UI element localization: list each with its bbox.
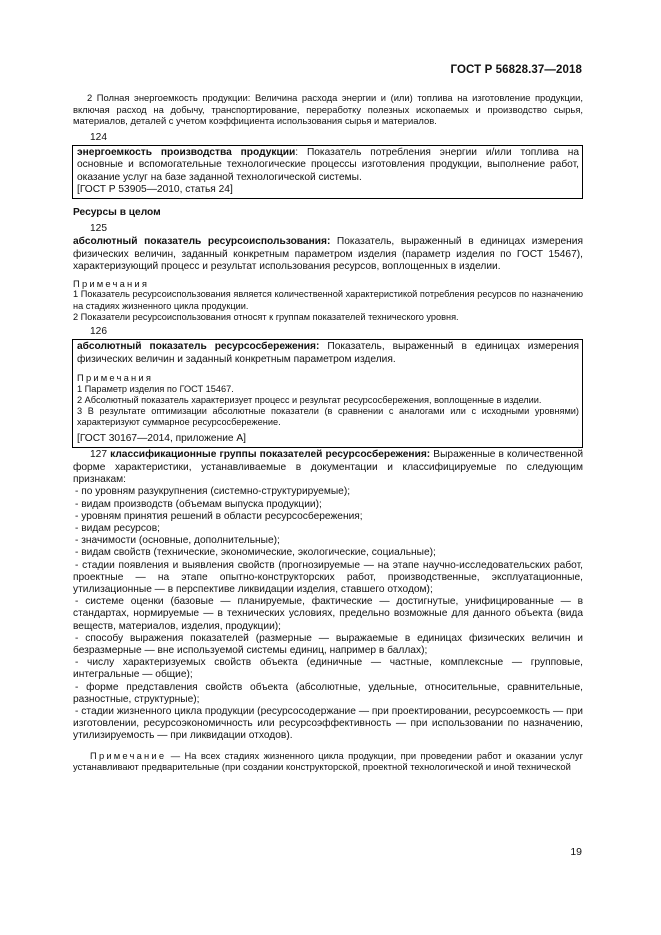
note-2-paragraph: 2 Полная энергоемкость продукции: Величина расхода энергии и (или) топлива на изготовление продукции, включая расход на добычу, транспортирование, переработку полезных ископаемых и производство сырья, материалов, деталей с учетом коэффициента использования сырья и материалов. (73, 92, 583, 127)
list-item: - стадии жизненного цикла продукции (ресурсосодержание — при проектировании, ресурсоемкость — при изготовлении, ресурсоэкономичность или ресурсоэффективность — при использовании по назначению, утилизируемость — при ликвидации отходов). (73, 705, 583, 742)
term-126-notes-title: Примечания (77, 371, 154, 383)
term-126-note-1: 1 Параметр изделия по ГОСТ 15467. (77, 383, 234, 394)
term-125-note-1: 1 Показатель ресурсоиспользования является количественной характеристикой потребления ресурсов по назначению на стадиях жизненного цикла продукции. (73, 289, 583, 311)
term-124-definition: : Показатель потребления энергии и/или топлива на основные и вспомогательные технологические процессы изготовления продукции, выполнение работ, оказание услуг на базе заданной технологической системы. (77, 146, 579, 183)
list-item: - способу выражения показателей (размерные — выражаемые в единицах физических величин и безразмерные — вне используемой системы единиц, например в баллах); (73, 632, 583, 656)
term-126-note-2: 2 Абсолютный показатель характеризует процесс и результат ресурсосбережения, воплощенные в изделии. (77, 394, 542, 405)
list-item: - значимости (основные, дополнительные); (75, 535, 280, 547)
term-126-note-3: 3 В результате оптимизации абсолютные показатели (в сравнении с аналогами или с исходными уровнями) характеризуют суммарное ресурсосбережение. (77, 406, 579, 428)
term-125-number: 125 (90, 223, 107, 235)
list-item: - видам свойств (технические, экономические, экологические, социальные); (75, 547, 436, 559)
term-127-term: классификационные группы показателей ресурсосбережения: (110, 449, 431, 461)
list-item: - числу характеризуемых свойств объекта (единичные — частные, комплексные — групповые, интегральные — общие); (73, 657, 583, 681)
term-127-text (73, 449, 583, 486)
term-125-note-2: 2 Показатели ресурсоиспользования относят к группам показателей технического уровня. (73, 311, 459, 322)
term-126-text (77, 341, 579, 366)
term-127-number: 127 (90, 449, 107, 461)
term-127-note (73, 750, 583, 773)
term-127-note-label: Примечание (90, 749, 167, 761)
list-item: - видам ресурсов; (75, 522, 160, 534)
page-content (73, 92, 583, 773)
section-heading: Ресурсы в целом (73, 207, 161, 219)
term-126-term: абсолютный показатель ресурсосбережения: (77, 341, 320, 353)
term-127-list (73, 486, 583, 742)
term-124-source: [ГОСТ Р 53905—2010, статья 24] (77, 184, 233, 195)
list-item: - системе оценки (базовые — планируемые, фактические — достигнутые, унифицированные — в стандартах, нормируемые — в технических условиях, предельно возможные для данного объекта (вида веществ, материалов, изделия, продукции); (73, 596, 583, 632)
term-127-note-text: — На всех стадиях жизненного цикла продукции, при проведении работ и оказании услуг устанавливают предварительные (при создании конструкторской, проектной технологической и иной технической (73, 749, 583, 773)
term-125-notes-title: Примечания (73, 277, 150, 289)
list-item: - по уровням разукрупнения (системно-структурируемые); (75, 486, 351, 498)
term-124-text (77, 147, 579, 184)
term-125-term: абсолютный показатель ресурсоиспользования: (73, 236, 331, 248)
list-item: - уровням принятия решений в области ресурсосбережения; (75, 510, 363, 522)
term-125-definition: Показатель, выраженный в единицах измерения физических величин, заданный конкретным параметром изделия (параметр изделия по ГОСТ 15467), характеризующий процесс и результат использования ресурсов, воплощенных в изделии. (73, 236, 583, 273)
term-124-number: 124 (90, 131, 107, 143)
list-item: - форме представления свойств объекта (абсолютные, удельные, относительные, сравнительные, разностные, структурные); (73, 681, 583, 705)
list-item: - стадии появления и выявления свойств (прогнозируемые — на этапе научно-исследовательских работ, проектные — на этапе опытно-конструкторских работ, производственные, эксплуатационные, утилизационные — в перспективе ликвидации изделия, ставшего отходом); (73, 559, 583, 595)
term-126-number: 126 (90, 326, 107, 338)
term-127-definition: Выраженные в количественной форме характеристики, устанавливаемые в документации и классифицируемые по следующим признакам: (73, 449, 584, 485)
term-125-text (73, 236, 583, 273)
page-number: 19 (570, 846, 582, 858)
term-126-box (72, 339, 583, 448)
term-124-box (72, 145, 583, 200)
term-126-source: [ГОСТ 30167—2014, приложение А] (77, 432, 247, 444)
term-124-term: энергоемкость производства продукции (77, 146, 296, 158)
list-item: - видам производств (объемам выпуска продукции); (75, 498, 322, 510)
document-code-header: ГОСТ Р 56828.37—2018 (450, 64, 582, 76)
term-126-definition: Показатель, выраженный в единицах измерения физических величин и заданный конкретным параметром изделия. (77, 341, 580, 365)
